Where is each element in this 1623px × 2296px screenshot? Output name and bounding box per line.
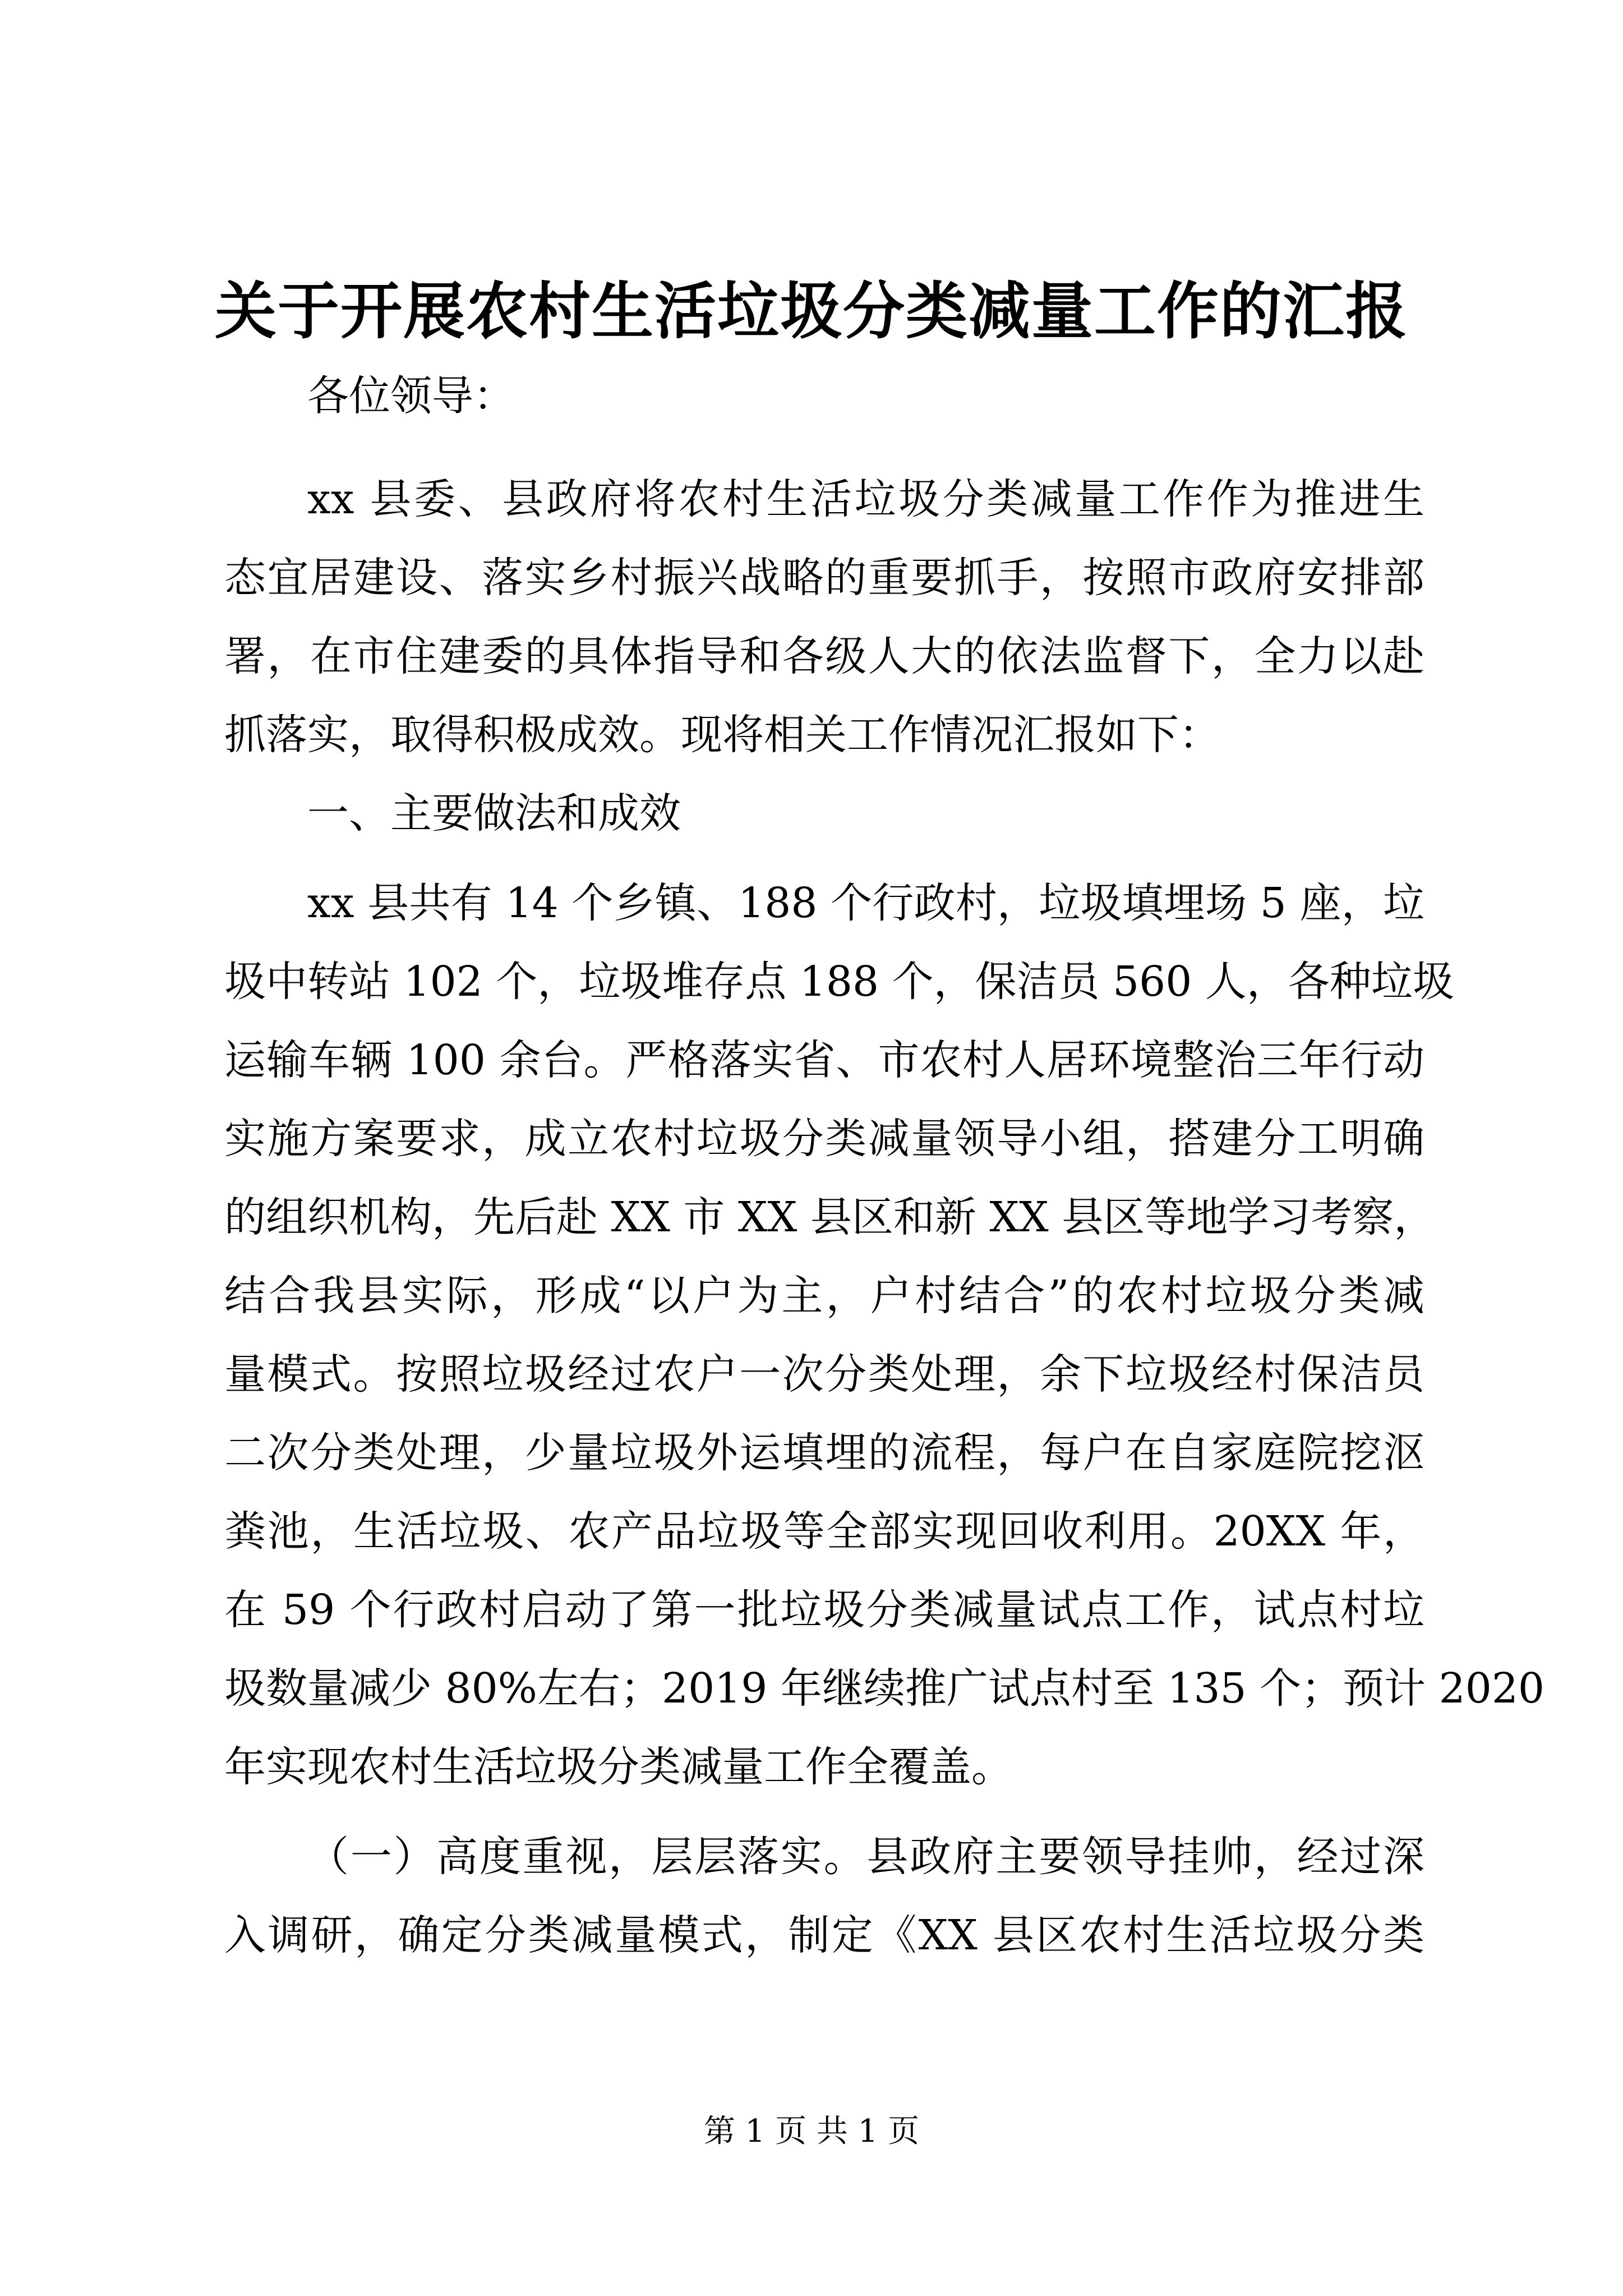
section-heading: 一、主要做法和成效 — [307, 789, 681, 838]
document-title: 关于开展农村生活垃圾分类减量工作的汇报 — [215, 275, 1408, 347]
paragraph-line: （一）高度重视，层层落实。县政府主要领导挂帅，经过深 — [307, 1833, 1424, 1881]
salutation-line: 各位领导： — [307, 372, 515, 420]
paragraph-line: xx 县委、县政府将农村生活垃圾分类减量工作作为推进生 — [307, 475, 1424, 523]
paragraph-line: 二次分类处理，少量垃圾外运填埋的流程，每户在自家庭院挖沤 — [224, 1429, 1424, 1477]
page-footer: 第 1 页 共 1 页 — [703, 2113, 920, 2150]
paragraph-line: 圾数量减少 80%左右；2019 年继续推广试点村至 135 个；预计 2020 — [224, 1664, 1544, 1713]
paragraph-line: 实施方案要求，成立农村垃圾分类减量领导小组，搭建分工明确 — [224, 1115, 1424, 1163]
paragraph-line: 入调研，确定分类减量模式，制定《XX 县区农村生活垃圾分类 — [224, 1911, 1424, 1959]
paragraph-line: 圾中转站 102 个，垃圾堆存点 188 个，保洁员 560 人，各种垃圾 — [224, 958, 1454, 1006]
paragraph-line: 的组织机构，先后赴 XX 市 XX 县区和新 XX 县区等地学习考察， — [224, 1193, 1436, 1241]
paragraph-line: 在 59 个行政村启动了第一批垃圾分类减量试点工作，试点村垃 — [224, 1586, 1424, 1634]
paragraph-line: 年实现农村生活垃圾分类减量工作全覆盖。 — [224, 1743, 1013, 1791]
paragraph-line: 结合我县实际，形成“以户为主，户村结合”的农村垃圾分类减 — [224, 1272, 1424, 1320]
paragraph-line: 态宜居建设、落实乡村振兴战略的重要抓手，按照市政府安排部 — [224, 554, 1424, 602]
paragraph-line: xx 县共有 14 个乡镇、188 个行政村，垃圾填埋场 5 座，垃 — [307, 879, 1424, 927]
paragraph-line: 粪池，生活垃圾、农产品垃圾等全部实现回收利用。20XX 年， — [224, 1507, 1424, 1556]
paragraph-line: 抓落实，取得积极成效。现将相关工作情况汇报如下： — [224, 711, 1220, 759]
paragraph-line: 署，在市住建委的具体指导和各级人大的依法监督下，全力以赴 — [224, 632, 1424, 680]
paragraph-line: 量模式。按照垃圾经过农户一次分类处理，余下垃圾经村保洁员 — [224, 1350, 1424, 1398]
paragraph-line: 运输车辆 100 余台。严格落实省、市农村人居环境整治三年行动 — [224, 1036, 1424, 1084]
